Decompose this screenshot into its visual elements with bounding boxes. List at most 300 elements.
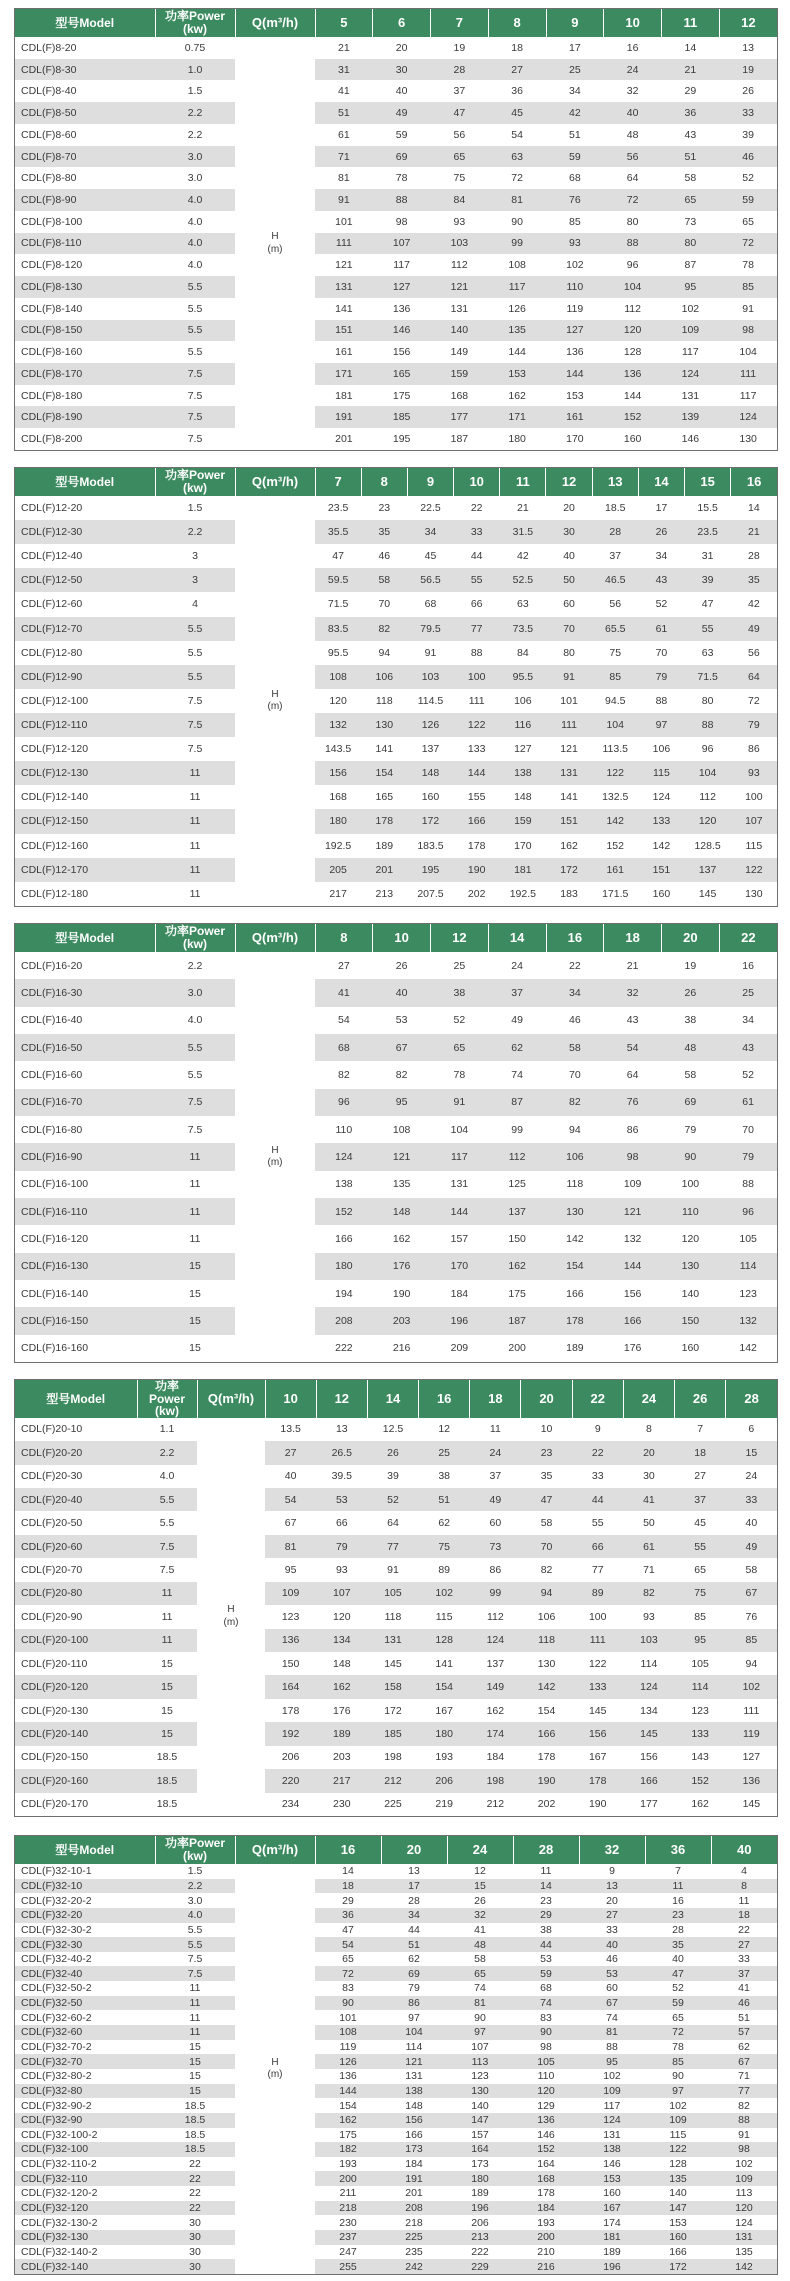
head-value-cell: 171.5 [602,887,629,900]
head-value-cell: 180 [419,1722,470,1745]
power-cell: 11 [155,761,235,785]
power-cell: 22 [189,2158,201,2171]
head-value-cell: 126 [315,2054,381,2069]
head-value-cell: 106 [514,694,532,707]
head-value-cell: 138 [335,1178,353,1191]
head-value-cell: 136 [265,1629,316,1652]
head-value-cell: 27 [694,1470,706,1483]
head-value-cell: 166 [604,1307,662,1334]
head-value-cell: 44 [470,550,483,563]
flow-value-header: 5 [315,9,373,37]
flow-value-header: 28 [726,1380,777,1418]
table-row [15,2128,777,2143]
head-value-cell: 57 [711,2025,777,2040]
flow-value-header: 8 [488,9,546,37]
head-value-cell: 118 [375,694,393,707]
head-value-cell: 189 [471,2187,489,2200]
head-value-cell: 135 [392,1178,411,1191]
head-value-cell: 127 [373,276,431,298]
table-row [15,1335,777,1362]
head-value-cell: 213 [375,887,394,900]
head-value-cell: 64 [626,172,639,185]
power-cell: 5.5 [155,276,235,298]
head-value-cell: 104 [604,276,662,298]
power-cell: 11 [189,791,201,804]
power-cell: 15 [155,1253,235,1280]
head-label: H [271,688,279,700]
power-header-top: 功率Power [149,1379,186,1406]
head-value-cell: 108 [392,1123,411,1136]
power-cell: 11 [155,809,235,833]
head-value-cell: 62 [738,2041,750,2053]
model-cell: CDL(F)32-10-1 [21,1865,92,1878]
head-value-cell: 13 [335,1423,348,1436]
head-value-cell: 33 [726,1488,777,1511]
head-value-cell: 98 [395,215,408,228]
power-cell: 7.5 [187,433,203,446]
head-value-cell: 111 [546,713,592,737]
flow-value-header: 7 [315,468,361,496]
head-value-cell: 52 [742,172,754,185]
head-value-cell: 189 [316,1722,367,1745]
head-value-cell: 85 [592,665,638,689]
head-value-cell: 162 [316,1675,367,1698]
head-value-cell: 17 [569,41,581,54]
head-value-cell: 47 [431,102,489,124]
head-value-cell: 49 [470,1488,521,1511]
head-value-cell: 37 [609,550,622,563]
head-value-cell: 18 [675,1441,726,1464]
head-value-cell: 184 [486,1751,505,1764]
head-value-cell: 28 [431,59,489,81]
model-cell: CDL(F)32-120-2 [21,2187,98,2200]
head-value-cell: 141 [335,302,353,315]
head-value-cell: 71 [643,1564,655,1577]
head-value-cell: 124 [652,791,671,804]
power-cell: 18.5 [137,1769,197,1792]
table-row [15,2201,777,2216]
head-value-cell: 137 [486,1657,505,1670]
model-cell: CDL(F)8-170 [15,363,155,385]
head-value-cell: 121 [373,1143,431,1170]
head-value-cell: 137 [685,858,731,882]
head-value-cell: 212 [367,1769,418,1792]
head-value-cell: 49 [726,1535,777,1558]
head-value-cell: 63 [517,598,529,611]
head-value-cell: 88 [685,713,731,737]
head-value-cell: 206 [281,1751,300,1764]
power-cell: 11 [189,2011,201,2024]
power-cell: 11 [155,1198,235,1225]
head-value-cell: 149 [470,1675,521,1698]
power-header [155,924,235,952]
head-value-cell: 23 [378,502,391,515]
model-cell: CDL(F)32-90 [15,2113,155,2128]
head-value-cell: 86 [748,743,760,756]
head-value-cell: 21 [662,59,720,81]
head-value-cell: 146 [603,2158,621,2171]
power-cell: 11 [189,1982,201,1995]
head-value-cell: 78 [672,2041,684,2053]
table-row [15,1465,777,1488]
table-row [15,520,777,544]
head-value-cell: 154 [419,1675,470,1698]
model-cell: CDL(F)32-140-2 [21,2245,98,2258]
head-value-cell: 39.5 [331,1470,353,1483]
model-header: 型号Model [15,9,155,37]
head-value-cell: 118 [521,1629,572,1652]
head-value-cell: 26 [474,1894,486,1907]
head-value-cell: 130 [447,2084,513,2099]
head-value-cell: 105 [367,1582,418,1605]
head-value-cell: 109 [579,2084,645,2099]
head-value-cell: 22.5 [420,502,441,515]
head-value-cell: 166 [521,1722,572,1745]
head-value-cell: 65 [447,1966,513,1981]
head-value-cell: 43 [719,1034,777,1061]
head-value-cell: 182 [315,2142,381,2157]
model-cell: CDL(F)12-40 [21,550,83,563]
head-value-cell: 110 [335,1123,353,1136]
power-cell: 7.5 [159,1564,175,1577]
model-cell: CDL(F)16-130 [15,1253,155,1280]
power-header [155,9,235,37]
flow-value-header: 16 [419,1380,470,1418]
power-cell: 0.75 [184,41,206,54]
head-value-cell: 51 [662,146,720,168]
head-value-cell: 33 [606,1923,618,1936]
head-value-cell: 41 [623,1488,674,1511]
head-value-cell: 98 [540,2041,552,2053]
model-cell: CDL(F)20-90 [21,1610,83,1623]
head-value-cell: 107 [731,809,777,833]
head-value-cell: 88 [711,2113,777,2128]
head-value-cell: 59 [546,146,604,168]
table-row [15,1143,777,1170]
head-value-cell: 61 [638,617,684,641]
head-value-cell: 168 [329,791,347,804]
head-value-cell: 195 [392,433,411,446]
flow-value-header: 22 [719,924,777,952]
head-value-cell: 112 [451,259,468,272]
head-value-cell: 88 [604,233,662,255]
power-cell: 15 [155,1307,235,1334]
table-row [15,37,777,59]
table-row [15,2259,777,2274]
head-value-cell: 187 [450,433,469,446]
head-value-cell: 217 [316,1769,367,1792]
power-cell: 7.5 [137,1535,197,1558]
head-unit: (m) [267,243,283,255]
head-value-cell: 112 [699,791,716,804]
head-value-cell: 23 [645,1908,711,1923]
model-cell: CDL(F)8-180 [21,389,83,402]
table-row [15,1675,777,1698]
head-value-cell: 131 [603,2128,621,2141]
flow-value-header: 24 [447,1836,513,1864]
head-value-cell: 52 [655,598,668,611]
model-cell: CDL(F)12-120 [21,743,89,756]
head-label-cell [235,1864,315,2274]
head-value-cell: 4 [741,1865,747,1878]
power-cell: 2.2 [155,1879,235,1894]
head-value-cell: 117 [393,259,410,272]
head-value-cell: 104 [592,713,638,737]
head-value-cell: 25 [546,59,604,81]
head-value-cell: 173 [381,2142,447,2157]
head-value-cell: 133 [572,1675,623,1698]
head-value-cell: 49 [373,102,431,124]
power-cell: 15 [155,2054,235,2069]
head-value-cell: 172 [645,2259,711,2274]
head-value-cell: 88 [655,694,668,707]
head-value-cell: 108 [508,259,526,272]
head-value-cell: 145 [742,1798,761,1811]
head-value-cell: 15.5 [697,502,718,515]
head-value-cell: 11 [738,1894,750,1907]
head-value-cell: 159 [500,809,546,833]
head-value-cell: 118 [566,1178,584,1191]
table-row [15,80,777,102]
head-value-cell: 187 [488,1307,546,1334]
head-value-cell: 89 [572,1582,623,1605]
head-value-cell: 114 [405,2041,423,2053]
table-row [15,385,777,407]
flow-value-header: 16 [315,1836,381,1864]
model-cell: CDL(F)12-80 [21,646,83,659]
flow-value-header: 20 [381,1836,447,1864]
head-value-cell: 68 [540,1982,552,1995]
head-value-cell: 121 [560,743,578,756]
head-value-cell: 162 [315,2113,381,2128]
head-value-cell: 128 [669,2158,687,2171]
power-header-top: 功率Power [164,9,225,24]
head-value-cell: 20 [623,1441,674,1464]
head-value-cell: 128 [623,346,642,359]
table-row [15,1793,777,1816]
head-value-cell: 178 [537,1751,556,1764]
head-value-cell: 11 [489,1423,501,1436]
head-value-cell: 157 [450,1232,469,1245]
table-row [15,2142,777,2157]
power-cell: 11 [189,1232,201,1245]
head-value-cell: 72 [315,1966,381,1981]
flow-value-header: 28 [513,1836,579,1864]
head-value-cell: 84 [431,189,489,211]
head-value-cell: 30 [643,1470,655,1483]
power-cell: 2.2 [155,102,235,124]
head-value-cell: 56 [604,146,662,168]
head-value-cell: 166 [454,809,500,833]
head-value-cell: 127 [546,320,604,342]
model-header: 型号Model [15,468,155,496]
head-value-cell: 39 [387,1470,399,1483]
head-value-cell: 46.5 [592,568,638,592]
head-value-cell: 120 [711,2201,777,2216]
head-value-cell: 31.5 [500,520,546,544]
flow-value-header: 13 [592,468,638,496]
power-cell: 3.0 [155,146,235,168]
head-value-cell: 85 [694,1610,706,1623]
head-value-cell: 75 [453,172,466,185]
head-value-cell: 60 [563,598,575,611]
head-value-cell: 102 [603,2070,621,2083]
head-value-cell: 190 [521,1769,572,1792]
model-cell: CDL(F)32-100-2 [21,2128,98,2141]
power-cell: 5.5 [155,665,235,689]
head-value-cell: 43 [626,1014,639,1027]
model-cell: CDL(F)16-120 [21,1232,89,1245]
flow-value-header: 9 [546,9,604,37]
head-value-cell: 71 [738,2070,750,2083]
table-row [15,1034,777,1061]
head-value-cell: 21 [626,959,639,972]
head-value-cell: 80 [626,215,639,228]
head-value-cell: 131 [546,761,592,785]
head-value-cell: 130 [745,887,763,900]
head-value-cell: 96 [701,743,714,756]
head-value-cell: 123 [471,2070,489,2083]
flow-value-header: 32 [579,1836,645,1864]
table-row [15,713,777,737]
power-cell: 11 [189,839,201,852]
head-value-cell: 25 [419,1441,470,1464]
power-header [137,1380,197,1418]
head-value-cell: 113 [735,2187,753,2200]
head-value-cell: 152 [604,406,662,428]
model-cell: CDL(F)12-20 [21,502,83,515]
model-cell: CDL(F)8-130 [15,276,155,298]
model-cell: CDL(F)16-110 [15,1198,155,1225]
head-value-cell: 27 [488,59,546,81]
head-value-cell: 72 [645,2025,711,2040]
table-row [15,1652,777,1675]
head-value-cell: 101 [339,2011,357,2024]
table-row [15,544,777,568]
model-cell: CDL(F)32-100 [15,2142,155,2157]
model-cell: CDL(F)20-100 [15,1629,137,1652]
head-value-cell: 107 [471,2041,489,2053]
head-value-cell: 132 [623,1232,642,1245]
head-value-cell: 66 [572,1535,623,1558]
head-value-cell: 35 [361,520,407,544]
head-value-cell: 115 [669,2128,687,2141]
head-value-cell: 172 [407,809,453,833]
head-value-cell: 58 [684,172,697,185]
head-value-cell: 180 [315,809,361,833]
head-value-cell: 152 [315,1198,373,1225]
cdl16-table [14,923,778,1363]
power-cell: 7.5 [187,743,203,756]
model-cell: CDL(F)20-110 [21,1657,88,1670]
head-value-cell: 24 [604,59,662,81]
head-value-cell: 193 [435,1751,453,1764]
head-value-cell: 94 [569,1123,581,1136]
head-value-cell: 160 [645,2230,711,2245]
model-cell: CDL(F)32-130-2 [21,2216,98,2229]
head-value-cell: 65 [742,215,754,228]
head-value-cell: 230 [339,2216,357,2229]
head-value-cell: 208 [315,1307,373,1334]
model-cell: CDL(F)20-120 [15,1675,137,1698]
table-row [15,1558,777,1581]
flow-header: Q(m³/h) [235,1836,315,1864]
head-value-cell: 41 [315,979,373,1006]
model-cell: CDL(F)32-70-2 [21,2041,92,2053]
head-value-cell: 139 [662,406,720,428]
head-value-cell: 44 [513,1937,579,1952]
head-value-cell: 47 [701,598,714,611]
head-value-cell: 168 [513,2171,579,2186]
power-header-unit: (kw) [183,22,207,36]
table-row [15,496,777,520]
head-value-cell: 109 [645,2113,711,2128]
head-value-cell: 14 [342,1865,354,1878]
head-value-cell: 138 [579,2142,645,2157]
head-value-cell: 79 [638,665,684,689]
head-value-cell: 142 [652,839,671,852]
head-value-cell: 217 [329,887,347,900]
head-value-cell: 211 [339,2187,357,2200]
model-cell: CDL(F)8-190 [15,406,155,428]
head-value-cell: 156 [315,761,361,785]
head-value-cell: 156 [381,2113,447,2128]
head-value-cell: 18 [315,1879,381,1894]
head-value-cell: 36 [511,85,523,98]
head-value-cell: 202 [537,1798,556,1811]
model-cell: CDL(F)16-20 [21,959,83,972]
head-value-cell: 51 [419,1488,470,1511]
power-header [155,468,235,496]
head-value-cell: 77 [711,2084,777,2099]
head-value-cell: 53 [316,1488,367,1511]
head-value-cell: 124 [735,2216,753,2229]
head-value-cell: 117 [603,2099,621,2112]
head-value-cell: 178 [537,2187,555,2200]
head-value-cell: 88 [606,2041,618,2053]
head-value-cell: 200 [315,2171,381,2186]
head-value-cell: 42 [517,550,529,563]
head-value-cell: 96 [626,259,639,272]
head-value-cell: 81 [579,2025,645,2040]
head-value-cell: 109 [662,320,720,342]
model-cell: CDL(F)8-40 [21,85,77,98]
model-cell: CDL(F)32-110 [15,2171,155,2186]
head-value-cell: 95 [662,276,720,298]
head-value-cell: 15 [447,1879,513,1894]
head-value-cell: 33 [719,102,777,124]
model-cell: CDL(F)8-150 [15,320,155,342]
head-value-cell: 91 [424,646,437,659]
head-value-cell: 137 [488,1198,546,1225]
head-value-cell: 38 [684,1014,697,1027]
head-value-cell: 52 [742,1068,754,1081]
head-value-cell: 62 [408,1953,420,1966]
head-value-cell: 157 [471,2128,489,2141]
head-value-cell: 222 [471,2245,489,2258]
head-value-cell: 201 [361,858,407,882]
head-value-cell: 64 [387,1517,399,1530]
model-cell: CDL(F)32-70 [15,2054,155,2069]
model-cell: CDL(F)8-30 [15,59,155,81]
head-value-cell: 90 [315,1996,381,2011]
power-cell: 30 [155,2230,235,2245]
head-value-cell: 146 [537,2128,555,2141]
flow-header: Q(m³/h) [235,924,315,952]
head-value-cell: 218 [315,2201,381,2216]
head-value-cell: 26 [395,959,408,972]
head-value-cell: 192 [265,1722,316,1745]
